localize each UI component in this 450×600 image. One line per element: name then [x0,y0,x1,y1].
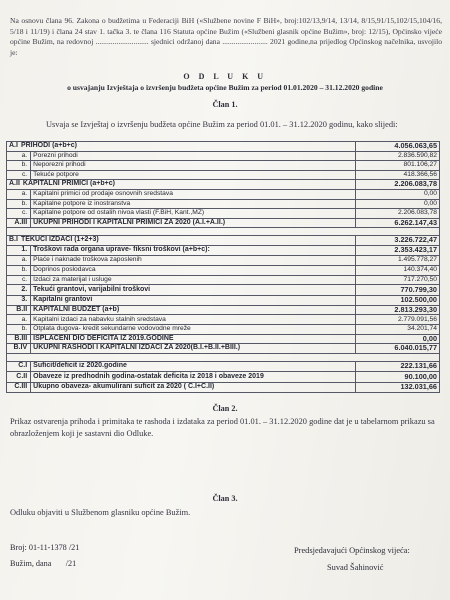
row-code: a. [7,315,31,325]
budget-table [6,141,440,393]
signatory-role: Predsjedavajući Općinskog vijeća: [294,546,410,555]
article-1-text: Usvaja se Izvještaj o izvršenju budžeta općine Bužim za period 01.01. – 31.12.2020 godinu, kako slijedi: [46,120,398,129]
table-row [7,245,440,255]
table-row [7,180,440,190]
table-row [7,295,440,305]
table-row [7,199,440,209]
table-row [7,315,440,325]
row-amount: 90.100,00 [356,372,440,382]
decision-heading: O D L U K U [183,72,267,81]
row-code: c. [7,209,31,219]
row-label [7,142,356,152]
article-2-title: Član 2. [212,404,238,413]
preamble-text: Na osnovu člana 96. Zakona o budžetima u Federaciji BiH («Službene novine F BiH», broj:102/13,9/14, 13/14, 8/15,91/15,102/15,104/16, 5/18 i 11/19) i člana 24 stav 1. tačka 3. te člana 116 Statuta općine Bužim («Službeni glasnik općine Bužim», broj: 12/15), Općinsko vijeće općine Bužim, na redovnoj ............................ sjednici održanoj dana ........................ 2021 godine,na prijedlog Općinskog načelnika, usvojilo je: [10,16,442,57]
row-amount: 2.836.590,82 [356,151,440,161]
row-code: c. [7,170,31,180]
table-row [7,334,440,344]
table-spacer-row [7,228,440,236]
article-3-text: Odluku objaviti u Službenom glasniku općine Bužim. [10,508,191,517]
row-amount: 2.206.083,78 [356,180,440,190]
row-amount: 2.353.423,17 [356,245,440,255]
table-row [7,256,440,266]
row-amount: 418.366,56 [356,170,440,180]
table-row [7,161,440,171]
row-code: C.III [7,382,31,392]
row-label: KAPITALNI BUDŽET (a+b) [31,305,356,315]
article-2-text: Prikaz ostvarenja prihoda i primitaka te rashoda i izdataka za period 01.01. – 31.12.2020 godine dat je u tabelarnom prikazu sa obrazloženjem koji je sastavni dio Odluke. [10,417,435,438]
document-date: Bužim, dana /21 [10,559,77,568]
row-label: Kapitalni primici od prodaje osnovnih sredstava [31,189,356,199]
row-code: b. [7,199,31,209]
row-amount: 2.813.293,30 [356,305,440,315]
row-label: Doprinos poslodavca [31,265,356,275]
row-label: Suficit/deficit iz 2020.godine [31,361,356,371]
row-amount: 0,00 [356,189,440,199]
row-amount: 222.131,66 [356,361,440,371]
table-row [7,265,440,275]
row-code: A.II [9,180,20,188]
row-code: 1. [7,245,31,255]
row-code: b. [7,161,31,171]
row-label: Kapitalne potpore iz inostranstva [31,199,356,209]
row-label: Obaveze iz predhodnih godina-ostatak deficita iz 2018 i obaveze 2019 [31,372,356,382]
table-row [7,275,440,285]
row-label [7,236,356,246]
row-code: a. [7,189,31,199]
row-label: Tekuće potpore [31,170,356,180]
table-row [7,361,440,371]
row-amount: 2.206.083,78 [356,209,440,219]
row-code: B.IV [7,344,31,354]
row-amount: 1.495.778,27 [356,256,440,266]
row-amount: 717.270,50 [356,275,440,285]
row-code: A.III [7,218,31,228]
decision-subheading: o usvajanju Izvještaja o izvršenju budžeta općine Bužim za period 01.01.2020 – 31.12.2020 godine [67,83,383,92]
row-amount: 34.201,74 [356,325,440,335]
row-code: B.III [7,334,31,344]
table-row [7,209,440,219]
table-row [7,189,440,199]
article-3-title: Član 3. [212,494,238,503]
row-label: UKUPNI PRIHODI I KAPITALNI PRIMICI ZA 2020 (A.I.+A.II.) [31,218,356,228]
row-code: b. [7,325,31,335]
table-row [7,151,440,161]
row-amount: 6.040.015,77 [356,344,440,354]
table-row [7,142,440,152]
table-row [7,325,440,335]
row-label: Kapitalne potpore od ostalih nivoa vlasti (F.BiH, Kant.,MZ) [31,209,356,219]
row-amount: 0,00 [356,199,440,209]
spacer-cell [7,353,440,361]
row-code: B.II [7,305,31,315]
row-label [7,180,356,190]
row-label: Neporezni prihodi [31,161,356,171]
row-code: 2. [7,285,31,295]
row-label: Kapitalni izdaci za nabavku stalnih sredstava [31,315,356,325]
article-1-title: Član 1. [212,100,238,109]
row-amount: 140.374,40 [356,265,440,275]
row-code: a. [7,151,31,161]
document-number: Broj: 01-11-1378 /21 [10,543,80,552]
row-amount: 801.106,27 [356,161,440,171]
signatory-name: Suvad Šahinović [327,563,384,572]
row-label: Kapitalni grantovi [31,295,356,305]
row-code: c. [7,275,31,285]
row-label: Ukupno obaveza- akumulirani suficit za 2020 ( C.I+C.II) [31,382,356,392]
table-row [7,305,440,315]
table-row [7,382,440,392]
row-amount: 132.031,66 [356,382,440,392]
row-label: UKUPNI RASHODI I KAPITALNI IZDACI ZA 2020(B.I.+B.II.+BIII.) [31,344,356,354]
row-code: 3. [7,295,31,305]
table-row [7,170,440,180]
row-code: A.I [9,142,18,150]
table-row [7,218,440,228]
row-amount: 6.262.147,43 [356,218,440,228]
row-label-text: TEKUĆI IZDACI (1+2+3) [20,236,99,244]
table-spacer-row [7,353,440,361]
row-code: C.II [7,372,31,382]
row-amount: 3.226.722,47 [356,236,440,246]
row-code: B.I [9,236,18,244]
table-row [7,344,440,354]
row-label: Izdaci za materijal i usluge [31,275,356,285]
row-label-text: KAPITALNI PRIMICI (a+b+c) [22,180,115,188]
table-row [7,236,440,246]
row-amount: 0,00 [356,334,440,344]
row-label: Otplata dugova- kredit sekundarne vodovodne mreže [31,325,356,335]
row-label: Plaće i naknade troškova zaposlenih [31,256,356,266]
row-label: Troškovi rada organa uprave- fiksni troškovi (a+b+c): [31,245,356,255]
row-label: Tekući grantovi, varijabilni troškovi [31,285,356,295]
row-amount: 770.799,30 [356,285,440,295]
row-code: a. [7,256,31,266]
row-code: b. [7,265,31,275]
spacer-cell [7,228,440,236]
row-amount: 102.500,00 [356,295,440,305]
row-label: Porezni prihodi [31,151,356,161]
row-amount: 4.056.063,65 [356,142,440,152]
table-row [7,285,440,295]
table-row [7,372,440,382]
row-amount: 2.779.091,56 [356,315,440,325]
row-code: C.I [7,361,31,371]
row-label: ISPLAĆENI DIO DEFICITA IZ 2019.GODINE [31,334,356,344]
row-label-text: PRIHODI (a+b+c) [20,142,77,150]
